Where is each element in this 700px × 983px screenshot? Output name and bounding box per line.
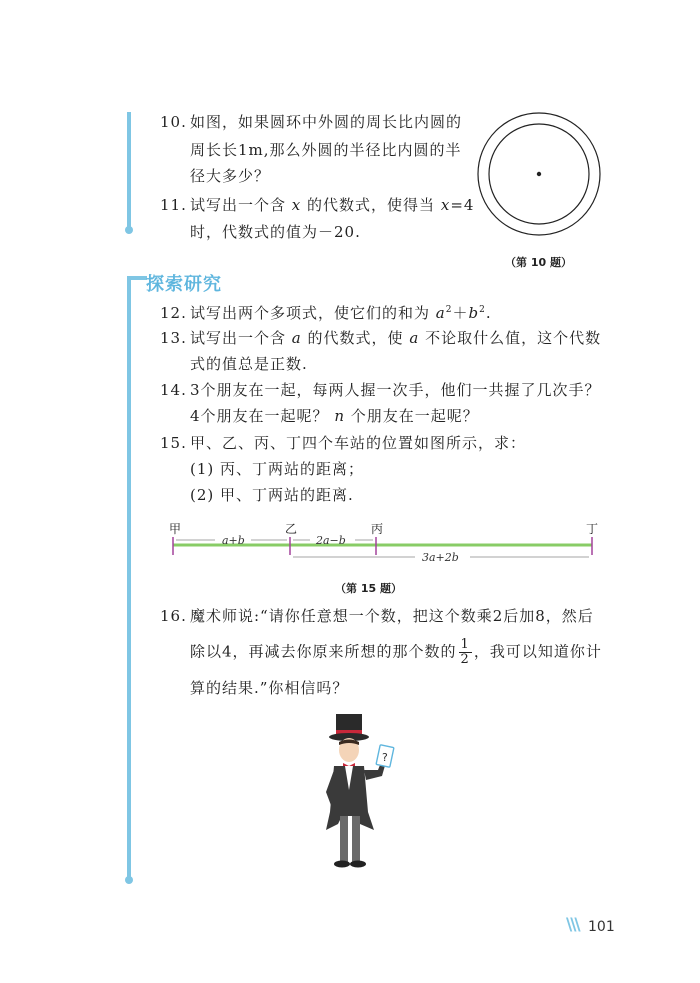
left-accent-bar-top xyxy=(127,112,131,230)
problem-number: 10. xyxy=(160,113,187,131)
seg-label-3: 3a+2b xyxy=(422,551,459,564)
problem-11-line-1: 11. 试写出一个含 x 的代数式，使得当 x=4 xyxy=(160,196,475,214)
problem-15-line-1: 15. 甲、乙、丙、丁四个车站的位置如图所示，求： xyxy=(160,434,527,452)
seg-label-1: a+b xyxy=(222,534,245,547)
problem-number: 16. xyxy=(160,607,187,625)
station-ding: 丁 xyxy=(586,522,599,536)
problem-15-sub-2: (2) 甲、丁两站的距离. xyxy=(190,486,354,504)
problem-number: 11. xyxy=(160,196,187,214)
section-title-underline xyxy=(127,276,147,280)
problem-14-line-1: 14. 3个朋友在一起，每两人握一次手，他们一共握了几次手？ xyxy=(160,381,601,399)
page-number-mark: \\\ xyxy=(566,915,579,935)
problem-11-line-2: 时，代数式的值为－20. xyxy=(190,223,361,241)
station-yi: 乙 xyxy=(285,522,298,536)
problem-16-line-2: 除以4，再减去你原来所想的那个数的 $\frac{1}{2}$ ，我可以知道你计 xyxy=(190,637,602,667)
problem-number: 12. xyxy=(160,304,187,322)
magician-illustration xyxy=(312,712,412,870)
problem-number: 14. xyxy=(160,381,187,399)
problem-number: 15. xyxy=(160,434,187,452)
section-title: 探索研究 xyxy=(146,274,222,295)
problem-13-line-2: 式的值总是正数. xyxy=(190,355,308,373)
problem-14-line-2: 4个朋友在一起呢？ n 个朋友在一起呢？ xyxy=(190,407,479,425)
problem-number: 13. xyxy=(160,329,187,347)
left-accent-bar-bottom xyxy=(127,276,131,882)
station-jia: 甲 xyxy=(169,522,182,536)
problem-16-line-3: 算的结果.”你相信吗？ xyxy=(190,679,349,697)
figure-15-caption: （第 15 题） xyxy=(335,582,402,595)
seg-label-2: 2a−b xyxy=(316,534,346,547)
fraction-one-half: $\frac{1}{2}$ xyxy=(460,637,470,667)
problem-10-line-3: 径大多少？ xyxy=(190,167,271,185)
accent-dot-bottom xyxy=(125,876,133,884)
figure-10-concentric-circles xyxy=(476,112,604,242)
figure-10-caption: （第 10 题） xyxy=(505,256,572,269)
figure-15-station-diagram xyxy=(160,515,610,565)
legs xyxy=(340,816,348,862)
problem-15-sub-1: (1) 丙、丁两站的距离； xyxy=(190,460,365,478)
problem-16-line-1: 16. 魔术师说:“请你任意想一个数，把这个数乘2后加8，然后 xyxy=(160,607,594,625)
accent-dot-top xyxy=(125,226,133,234)
page-number: 101 xyxy=(588,919,615,935)
station-bing: 丙 xyxy=(371,522,384,536)
problem-10-line-1: 10. 如图，如果圆环中外圆的周长比内圆的 xyxy=(160,113,463,131)
problem-13-line-1: 13. 试写出一个含 a 的代数式，使 a 不论取什么值，这个代数 xyxy=(160,329,602,347)
problem-12: 12. 试写出两个多项式，使它们的和为 $a^2+b^2$. xyxy=(160,304,492,322)
card-question-mark: ? xyxy=(382,751,388,764)
center-point xyxy=(537,172,541,176)
problem-10-line-2: 周长长1m,那么外圆的半径比内圆的半 xyxy=(190,141,462,159)
